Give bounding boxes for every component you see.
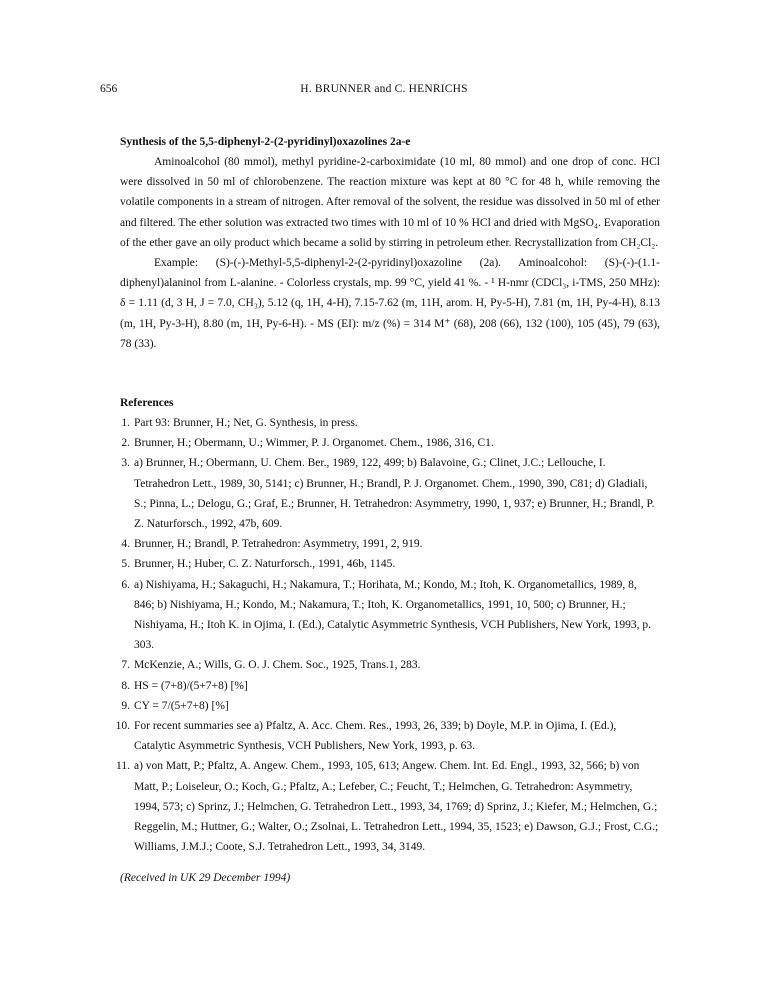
reference-number: 4. [121, 538, 130, 551]
reference-text: a) von Matt, P.; Pfaltz, A. Angew. Chem., 1993, 105, 613; Angew. Chem. Int. Ed. Engl., 1993, 32, 566; b) von Matt, P.; Loiseleur, O.; Koch, G.; Pfaltz, A.; Lefeber, C.; Feucht, T.; Helmchen, G. Tetrahedron: Asymmetry, 1994, 573; c) Sprinz, J.; Helmchen, G. Tetrahedron Lett., 1993, 34, 1769; d) Sprinz, J.; Kiefer, M.; Helmchen, G.; Reggelin, M.; Huttner, G.; Walter, O.; Zsolnai, L. Tetrahedron Lett., 1994, 35, 1523; e) Dawson, G.J.; Frost, C.G.; Williams, J.M.J.; Coote, S.J. Tetrahedron Lett., 1993, 34, 3149. [134, 760, 659, 854]
reference-item [120, 453, 660, 534]
reference-number: 6. [121, 578, 130, 591]
reference-item [120, 575, 660, 656]
reference-item [120, 534, 660, 554]
reference-item [120, 676, 660, 696]
reference-number: 9. [121, 699, 130, 712]
references-list [115, 413, 660, 857]
page-header [100, 83, 668, 101]
reference-number: 1. [121, 417, 130, 429]
reference-text: Brunner, H.; Obermann, U.; Wimmer, P. J. Organomet. Chem., 1986, 316, C1. [134, 437, 494, 450]
reference-item [120, 554, 660, 574]
example-paragraph: Example: (S)-(-)-Methyl-5,5-diphenyl-2-(2-pyridinyl)oxazoline (2a). Aminoalcohol: (S)-(-)-(1.1-diphenyl)alaninol from L-alanine. - Colorless crystals, mp. 99 °C, yield 41 %. - ¹ H-nmr (CDCl₃, i-TMS, 250 MHz): δ = 1.11 (d, 3 H, J = 7.0, CH₃), 5.12 (q, 1H, 4-H), 7.15-7.62 (m, 11H, arom. H, Py-5-H), 7.81 (m, 1H, Py-4-H), 8.13 (m, 1H, Py-3-H), 8.80 (m, 1H, Py-6-H). - MS (EI): m/z (%) = 314 M⁺ (68), 208 (66), 132 (100), 105 (45), 79 (63), 78 (33). [120, 257, 660, 350]
reference-number: 3. [121, 457, 130, 470]
reference-item [116, 756, 660, 857]
reference-number: 5. [121, 558, 130, 571]
page-number: 656 [100, 83, 118, 95]
running-title: H. BRUNNER and C. HENRICHS [300, 83, 468, 95]
reference-text: CY = 7/(5+7+8) [%] [134, 699, 229, 712]
reference-text: For recent summaries see a) Pfaltz, A. Acc. Chem. Res., 1993, 26, 339; b) Doyle, M.P. in Ojima, I. (Ed.), Catalytic Asymmetric Synthesis, VCH Publishers, New York, 1993, p. 63. [134, 720, 617, 753]
experimental-text [120, 152, 660, 354]
section-heading: Synthesis of the 5,5-diphenyl-2-(2-pyridinyl)oxazolines 2a-e [120, 136, 411, 148]
reference-text: a) Brunner, H.; Obermann, U. Chem. Ber., 1989, 122, 499; b) Balavoine, G.; Clinet, J.C.; Lellouche, I. Tetrahedron Lett., 1989, 30, 5141; c) Brunner, H.; Brandl, P. J. Organomet. Chem., 1990, 390, C81; d) Gladiali, S.; Pinna, L.; Delogu, G.; Graf, E.; Brunner, H. Tetrahedron: Asymmetry, 1990, 1, 937; e) Brunner, H.; Brandl, P. Z. Naturforsch., 1992, 47b, 609. [134, 457, 655, 531]
reference-number: 8. [121, 679, 130, 692]
references-heading: References [120, 397, 174, 409]
reference-number: 2. [121, 437, 130, 450]
reference-number: 10. [115, 720, 130, 733]
reference-item [115, 716, 660, 756]
reference-item [120, 413, 660, 433]
reference-text: Part 93: Brunner, H.; Net, G. Synthesis, in press. [134, 417, 358, 429]
procedure-paragraph: Aminoalcohol (80 mmol), methyl pyridine-2-carboximidate (10 ml, 80 mmol) and one drop of conc. HCl were dissolved in 50 ml of chlorobenzene. The reaction mixture was kept at 80 °C for 48 h, while removing the volatile components in a stream of nitrogen. After removal of the solvent, the residue was dissolved in 50 ml of ether and filtered. The ether solution was extracted two times with 10 ml of 10 % HCl and dried with MgSO₄. Evaporation of the ether gave an oily product which became a solid by stirring in petroleum ether. Recrystallization from CH₂Cl₂. [120, 156, 660, 249]
reference-text: McKenzie, A.; Wills, G. O. J. Chem. Soc., 1925, Trans.1, 283. [134, 659, 421, 672]
received-date: (Received in UK 29 December 1994) [120, 872, 291, 884]
reference-item [120, 696, 660, 716]
reference-text: Brunner, H.; Huber, C. Z. Naturforsch., 1991, 46b, 1145. [134, 558, 396, 571]
reference-text: HS = (7+8)/(5+7+8) [%] [134, 679, 248, 692]
reference-text: Brunner, H.; Brandl, P. Tetrahedron: Asymmetry, 1991, 2, 919. [134, 538, 423, 551]
reference-text: a) Nishiyama, H.; Sakaguchi, H.; Nakamura, T.; Horihata, M.; Kondo, M.; Itoh, K. Organometallics, 1989, 8, 846; b) Nishiyama, H.; Kondo, M.; Nakamura, T.; Itoh, K. Organometallics, 1991, 10, 500; c) Brunner, H.; Nishiyama, H.; Itoh K. in Ojima, I. (Ed.), Catalytic Asymmetric Synthesis, VCH Publishers, New York, 1993, p. 303. [134, 578, 651, 652]
reference-number: 11. [116, 760, 130, 773]
reference-item [120, 655, 660, 675]
reference-item [120, 433, 660, 453]
reference-number: 7. [121, 659, 130, 672]
